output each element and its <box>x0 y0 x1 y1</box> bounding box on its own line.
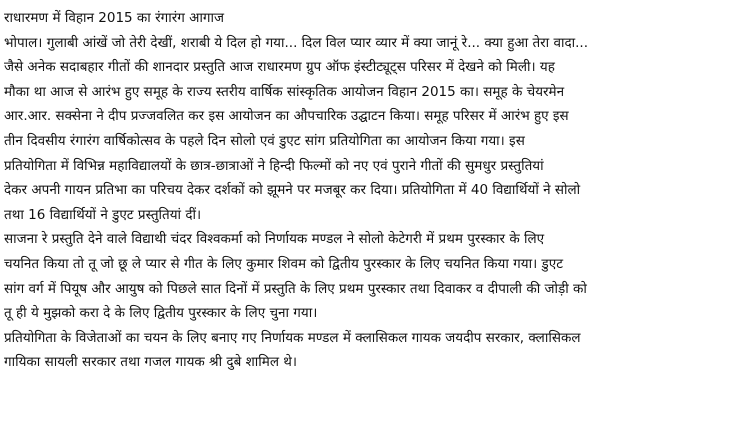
article-line: तीन दिवसीय रंगारंग वार्षिकोत्सव के पहले दिन सोलो एवं डुएट सांग प्रतियोगिता का आयोजन किया गया। इस <box>4 132 525 149</box>
article-line: सांग वर्ग में पियूष और आयुष को पिछले सात दिनों में प्रस्तुति के लिए प्रथम पुरस्कार तथा दिवाकर व दीपाली की जोड़ी को <box>4 280 587 297</box>
article-line: साजना रे प्रस्तुति देने वाले विद्याथी चंदर विश्वकर्मा को निर्णायक मण्डल ने सोलो केटेगरी में प्रथम पुरस्कार के लिए <box>4 231 545 248</box>
article-line: मौका था आज से आरंभ हुए समूह के राज्य स्तरीय वार्षिक सांस्कृतिक आयोजन विहान 2015 का। समूह के चेयरमेन <box>4 83 565 100</box>
article-line: जैसे अनेक सदाबहार गीतों की शानदार प्रस्तुति आज राधारमण ग्रुप ऑफ इंस्टीट्यूट्स परिसर में देखने को मिली। यह <box>4 59 555 76</box>
article <box>4 6 728 375</box>
article-line: तू ही ये मुझको करा दे के लिए द्वितीय पुरस्कार के लिए चुना गया। <box>4 305 318 322</box>
article-line: देकर अपनी गायन प्रतिभा का परिचय देकर दर्शकों को झूमने पर मजबूर कर दिया। प्रतियोगिता में 40 विद्यार्थियों ने सोलो <box>4 182 581 199</box>
article-line: भोपाल। गुलाबी आंखें जो तेरी देखीं, शराबी ये दिल हो गया... दिल विल प्यार व्यार में क्या जानूं रे... क्या हुआ तेरा वादा... <box>4 34 589 51</box>
article-line: प्रतियोगिता के विजेताओं का चयन के लिए बनाए गए निर्णायक मण्डल में क्लासिकल गायक जयदीप सरकार, क्लासिकल <box>4 329 581 346</box>
article-title: राधारमण में विहान 2015 का रंगारंग आगाज <box>4 10 225 26</box>
article-line: प्रतियोगिता में विभिन्न महाविद्यालयों के छात्र-छात्राओं ने हिन्दी फिल्मों को नए एवं पुराने गीतों की सुमधुर प्रस्तुतियां <box>4 157 544 174</box>
article-line: चयनित किया तो तू जो छू ले प्यार से गीत के लिए कुमार शिवम को द्वितीय पुरस्कार के लिए चयनित किया गया। डुएट <box>4 255 563 272</box>
article-line: आर.आर. सक्सेना ने दीप प्रज्जवलित कर इस आयोजन का औपचारिक उद्घाटन किया। समूह परिसर में आरंभ हुए इस <box>4 108 569 125</box>
article-line: गायिका सायली सरकार तथा गजल गायक श्री दुबे शामिल थे। <box>4 354 298 371</box>
article-line: तथा 16 विद्यार्थियों ने डुएट प्रस्तुतियां दीं। <box>4 206 202 223</box>
